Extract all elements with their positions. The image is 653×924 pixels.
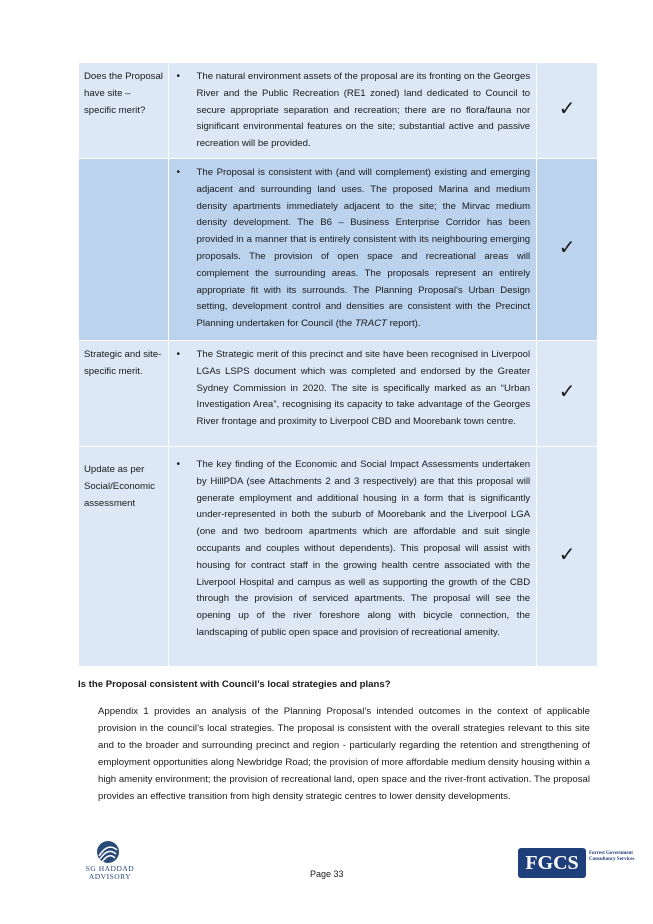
bullet-icon: • [176, 71, 181, 82]
section-heading: Is the Proposal consistent with Council’s local strategies and plans? [78, 679, 391, 690]
row-text: The Strategic merit of this precinct and site have been recognised in Liverpool LGAs LSPS document which was completed and endorsed by the Greater Sydney Commission in 2020. The site is specifically marked as an “Urban Investigation Area”, recognising its capacity to take advantage of the Georges River frontage and proximity to Liverpool CBD and Moorebank town centre. [196, 349, 531, 428]
fgcs-logo-subtitle: Forrest Government Consultancy Services [589, 851, 635, 862]
row-content [168, 447, 537, 667]
bullet-icon: • [176, 349, 181, 360]
row-content [168, 159, 537, 341]
row-status [537, 447, 598, 667]
body-paragraph: Appendix 1 provides an analysis of the Planning Proposal’s intended outcomes in the context of applicable provision in the council’s local strategies. The proposal is consistent with the overall strategies relevant to this site and to the broader and surrounding precinct and region - particularly regarding the retention and strengthening of employment opportunities along Newbridge Road; the provision of more affordable medium density housing within a high amenity environment; the provision of recreational land, open space and the river-front activation. The proposal provides an effective transition from high density strategic centres to lower density developments. [98, 706, 590, 802]
row-label: Update as per Social/Economic assessment [79, 447, 169, 667]
logo-line: SG HADDAD [85, 864, 135, 873]
bullet-icon: • [176, 167, 181, 178]
table-row [79, 447, 598, 667]
check-icon: ✓ [558, 541, 576, 566]
row-text-part: report). [386, 318, 421, 330]
row-label [79, 159, 169, 341]
table-row [79, 63, 598, 159]
row-content [168, 341, 537, 447]
row-content [168, 63, 537, 159]
logo-line: ADVISORY [88, 872, 132, 881]
row-label: Strategic and site-specific merit. [79, 341, 169, 447]
row-text: The natural environment assets of the proposal are its fronting on the Georges River and the Public Recreation (RE1 zoned) land dedicated to Council to secure appropriate separation and recreation; there are no flora/fauna nor significant environmental features on the site; substantial active and passive recreation will be provided. [196, 71, 531, 150]
table-row [79, 159, 598, 341]
check-icon: ✓ [558, 234, 576, 259]
row-text: The key finding of the Economic and Social Impact Assessments undertaken by HillPDA (see Attachments 2 and 3 respectively) are that this proposal will generate employment and additional housing in a form that is significantly under-represented in both the suburb of Moorebank and the Liverpool LGA (one and two bedroom apartments which are affordable and suit single occupants and couples without dependents). This proposal will assist with housing for contract staff in the growing health centre associated with the Liverpool Hospital and campus as well as supporting the growth of the CBD through the provision of serviced apartments. The proposal will see the opening up of the river foreshore along with bicycle connection, the landscaping of public open space and provision of recreational amenity. [196, 459, 531, 638]
check-icon: ✓ [558, 378, 576, 403]
report-name: TRACT [354, 318, 387, 330]
row-status [537, 159, 598, 341]
bullet-icon: • [176, 459, 181, 470]
merit-table [78, 62, 598, 667]
table-row [79, 341, 598, 447]
fgcs-logo: FGCS [518, 848, 586, 878]
row-status [537, 341, 598, 447]
sg-haddad-logo-text [78, 865, 142, 881]
page-number: Page 33 [310, 869, 344, 879]
check-icon: ✓ [558, 95, 576, 120]
row-label: Does the Proposal have site – specific merit? [79, 63, 169, 159]
row-text [197, 165, 531, 333]
row-text-part: The Proposal is consistent with (and will complement) existing and emerging adjacent and surrounding land uses. The proposed Marina and medium density apartments immediately adjacent to the site; the Mirvac medium density development. The B6 – Business Enterprise Corridor has been provided in a manner that is entirely consistent with its neighbouring emerging proposals. The provision of open space and recreational areas will complement the surrounding areas. The proposals represent an entirely appropriate fit with its surrounds. The Planning Proposal’s Urban Design setting, development control and densities are consistent with the Precinct Planning undertaken for Council (the [196, 167, 531, 330]
row-status [537, 63, 598, 159]
